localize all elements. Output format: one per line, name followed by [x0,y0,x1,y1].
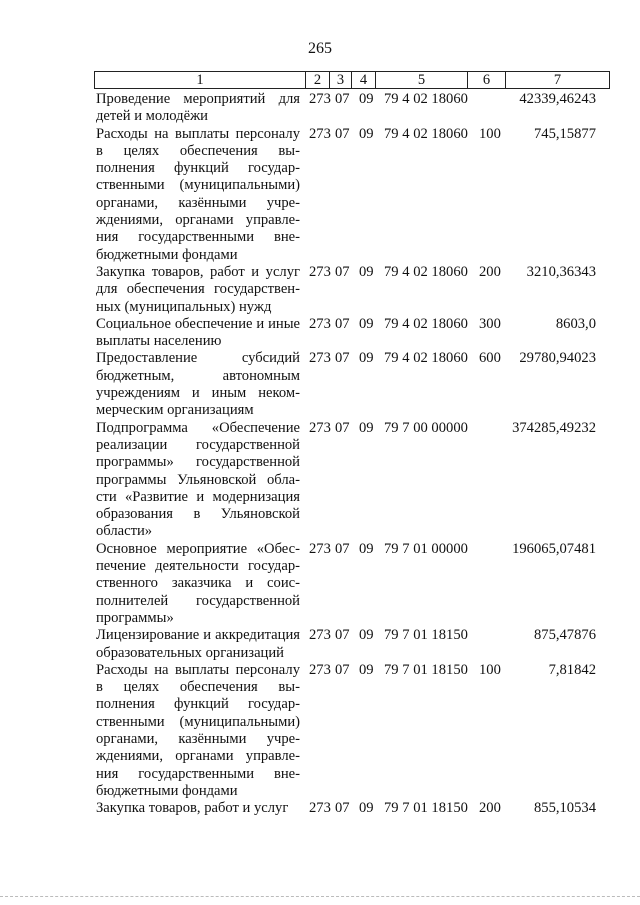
row-rz: 07 [335,315,350,332]
header-col-2: 2 [305,72,329,88]
row-pr: 09 [359,315,374,332]
row-description: Закупка товаров, работ и услуг [96,800,289,817]
row-vr: 200 [479,263,501,280]
header-col-6: 6 [467,72,505,88]
row-pr: 09 [359,419,374,436]
row-cs: 79 7 01 18150 [384,661,468,678]
row-description: Проведение мероприятий для детей и молодёжи [96,91,300,125]
row-description: Закупка товаров, работ и услуг для обеспечения государственных (муниципальных) нужд [96,263,300,315]
table-row [0,662,640,800]
row-description: Основное мероприятие «Обеспечение деятельности государственного заказчика и соисполнителей государственной программы» [96,540,300,626]
row-sum: 855,10534 [533,800,596,817]
row-pr: 09 [359,263,374,280]
row-sum: 7,81842 [548,661,596,678]
row-sum: 42339,46243 [519,91,596,107]
row-cs: 79 7 00 00000 [384,419,468,436]
row-rz: 07 [335,661,350,678]
row-gr: 273 [309,419,331,436]
table-row [0,316,640,351]
page-number: 265 [308,40,332,57]
row-cs: 79 4 02 18060 [384,263,468,280]
row-pr: 09 [359,350,374,367]
header-col-4: 4 [351,72,375,88]
table-row [0,91,640,126]
row-description: Расходы на выплаты персоналу в целях обеспечения выполнения функций государственными (муниципальными) органами, казёнными учреждениями, органами управления государственными внебюджетными фондами [96,661,300,799]
row-rz: 07 [335,627,350,644]
table-header [94,71,610,89]
row-cs: 79 7 01 18150 [384,627,468,644]
row-cs: 79 7 01 18150 [384,800,468,817]
row-pr: 09 [359,540,374,557]
row-gr: 273 [309,350,331,367]
table-body [0,91,640,817]
row-cs: 79 4 02 18060 [384,350,468,367]
row-description: Социальное обеспечение и иные выплаты населению [96,315,300,350]
row-vr: 300 [479,315,501,332]
row-gr: 273 [309,125,331,142]
row-description: Лицензирование и аккредитация образовательных организаций [96,627,300,661]
row-gr: 273 [309,263,331,280]
header-col-3: 3 [329,72,351,88]
row-gr: 273 [309,661,331,678]
row-pr: 09 [359,91,374,107]
row-description: Предоставление субсидий бюджетным, автономным учреждениям и иным некоммерческим организациям [96,350,300,419]
row-rz: 07 [335,263,350,280]
table-row [0,627,640,662]
table-row [0,541,640,627]
row-sum: 196065,07481 [512,540,596,557]
row-sum: 374285,49232 [512,419,596,436]
row-cs: 79 4 02 18060 [384,91,468,107]
row-pr: 09 [359,800,374,817]
row-pr: 09 [359,661,374,678]
row-sum: 3210,36343 [526,263,596,280]
row-pr: 09 [359,627,374,644]
table-row [0,126,640,264]
row-cs: 79 4 02 18060 [384,315,468,332]
table-row [0,420,640,541]
header-col-5: 5 [375,72,467,88]
table-row [0,350,640,419]
header-col-7: 7 [505,72,609,88]
row-vr: 600 [479,350,501,367]
row-sum: 8603,0 [555,315,596,332]
row-rz: 07 [335,800,350,817]
row-rz: 07 [335,91,350,107]
row-sum: 745,15877 [533,125,596,142]
row-gr: 273 [309,315,331,332]
row-rz: 07 [335,540,350,557]
header-col-1: 1 [196,72,204,88]
page-bottom-edge [0,896,640,898]
row-gr: 273 [309,540,331,557]
row-cs: 79 7 01 00000 [384,540,468,557]
row-description: Расходы на выплаты персоналу в целях обеспечения выполнения функций государственными (муниципальными) органами, казёнными учреждениями, органами управления государственными внебюджетными фондами [96,125,300,263]
row-gr: 273 [309,91,331,107]
row-cs: 79 4 02 18060 [384,125,468,142]
row-description: Подпрограмма «Обеспечение реализации государственной программы» государственной программы Ульяновской области «Развитие и модернизация образования в Ульяновской области» [96,419,300,540]
row-sum: 875,47876 [533,627,596,644]
row-rz: 07 [335,350,350,367]
row-rz: 07 [335,419,350,436]
row-vr: 100 [479,661,501,678]
row-pr: 09 [359,125,374,142]
row-vr: 200 [479,800,501,817]
table-row [0,264,640,316]
table-row [0,800,640,817]
row-gr: 273 [309,627,331,644]
row-sum: 29780,94023 [519,350,596,367]
row-rz: 07 [335,125,350,142]
row-gr: 273 [309,800,331,817]
row-vr: 100 [479,125,501,142]
